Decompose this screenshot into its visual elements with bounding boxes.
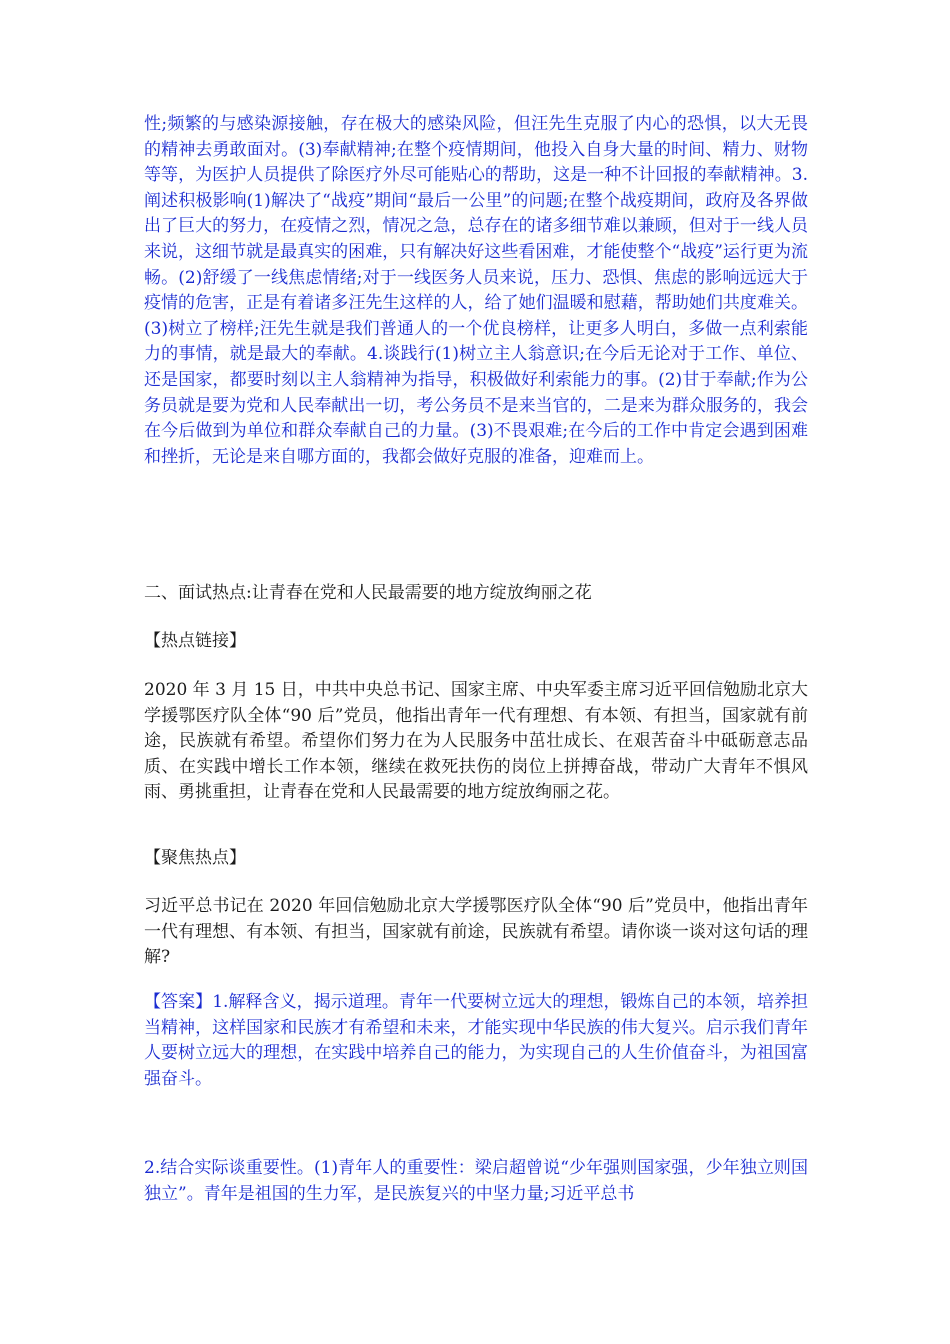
hot-link-label: 【热点链接】	[144, 631, 246, 651]
answer-part-two-paragraph: 2.结合实际谈重要性。(1)青年人的重要性：梁启超曾说“少年强则国家强，少年独立则国独立”。青年是祖国的生力军，是民族复兴的中坚力量;习近平总书	[144, 1158, 808, 1204]
focus-question-paragraph: 习近平总书记在 2020 年回信勉励北京大学援鄂医疗队全体“90 后”党员中，他指出青年一代有理想、有本领、有担当，国家就有前途，民族就有希望。请你谈一谈对这句话的理解?	[144, 896, 808, 968]
answer-text: 1.解释含义，揭示道理。青年一代要树立远大的理想，锻炼自己的本领，培养担当精神，这样国家和民族才有希望和未来，才能实现中华民族的伟大复兴。启示我们青年人要树立远大的理想，在实践中培养自己的能力，为实现自己的人生价值奋斗，为祖国富强奋斗。	[144, 992, 808, 1089]
answer-continued-paragraph: 性;频繁的与感染源接触，存在极大的感染风险，但汪先生克服了内心的恐惧，以大无畏的精神去勇敢面对。(3)奉献精神;在整个疫情期间，他投入自身大量的时间、精力、财物等等，为医护人员提供了除医疗外尽可能贴心的帮助，这是一种不计回报的奉献精神。3.阐述积极影响(1)解决了“战疫”期间“最后一公里”的问题;在整个战疫期间，政府及各界做出了巨大的努力，在疫情之烈，情况之急，总存在的诸多细节难以兼顾，但对于一线人员来说，这细节就是最真实的困难，只有解决好这些看困难，才能使整个“战疫”运行更为流畅。(2)舒缓了一线焦虑情绪;对于一线医务人员来说，压力、恐惧、焦虑的影响远远大于疫情的危害，正是有着诸多汪先生这样的人，给了她们温暖和慰藉，帮助她们共度难关。(3)树立了榜样;汪先生就是我们普通人的一个优良榜样，让更多人明白，多做一点利索能力的事情，就是最大的奉献。4.谈践行(1)树立主人翁意识;在今后无论对于工作、单位、还是国家，都要时刻以主人翁精神为指导，积极做好利索能力的事。(2)甘于奉献;作为公务员就是要为党和人民奉献出一切，考公务员不是来当官的，二是来为群众服务的，我会在今后做到为单位和群众奉献自己的力量。(3)不畏艰难;在今后的工作中肯定会遇到困难和挫折，无论是来自哪方面的，我都会做好克服的准备，迎难而上。	[144, 114, 808, 467]
hot-link-paragraph: 2020 年 3 月 15 日，中共中央总书记、国家主席、中央军委主席习近平回信勉励北京大学援鄂医疗队全体“90 后”党员，他指出青年一代有理想、有本领、有担当，国家就有前途，民族就有希望。希望你们努力在为人民服务中茁壮成长、在艰苦奋斗中砥砺意志品质、在实践中增长工作本领，继续在救死扶伤的岗位上拼搏奋战，带动广大青年不惧风雨、勇挑重担，让青春在党和人民最需要的地方绽放绚丽之花。	[144, 680, 808, 803]
section-two-heading: 二、面试热点:让青春在党和人民最需要的地方绽放绚丽之花	[144, 583, 592, 603]
answer-label: 【答案】	[144, 992, 213, 1012]
answer-paragraph	[144, 990, 808, 1092]
focus-label: 【聚焦热点】	[144, 848, 246, 868]
